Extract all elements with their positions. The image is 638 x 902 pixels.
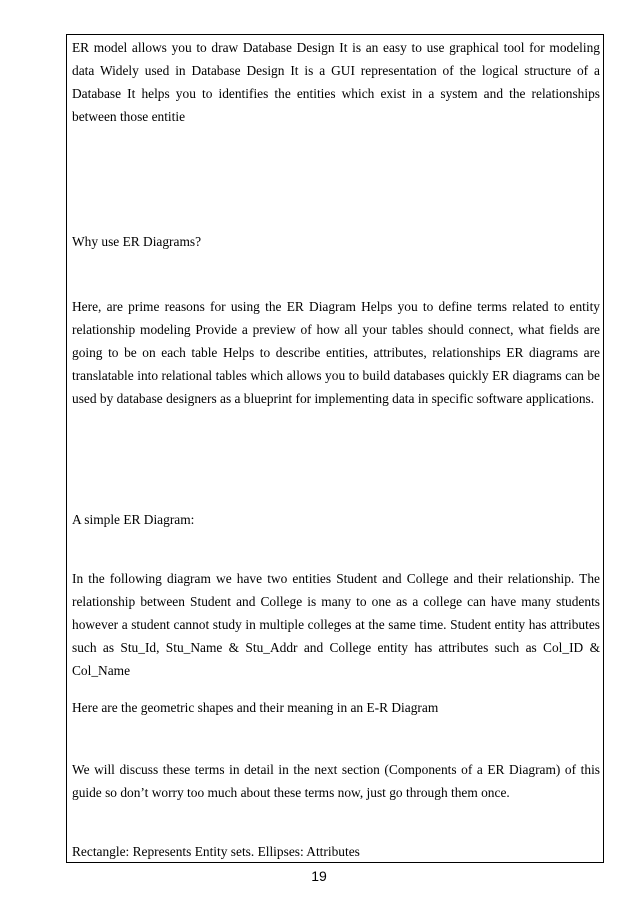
er-model-paragraph: ER model allows you to draw Database Design It is an easy to use graphical tool for modeling data Widely used in Database Design It is a GUI representation of the logical structure of a Database It helps you to identifies the entities which exist in a system and the relationships between those entitie	[72, 40, 600, 124]
shapes-intro-paragraph: Here are the geometric shapes and their meaning in an E-R Diagram	[72, 700, 439, 715]
discuss-paragraph: We will discuss these terms in detail in the next section (Components of a ER Diagram) of this guide so don’t worry too much about these terms now, just go through them once.	[72, 762, 600, 800]
simple-er-heading: A simple ER Diagram:	[72, 512, 195, 527]
shapes-meaning-line: Rectangle: Represents Entity sets. Ellipses: Attributes	[72, 844, 360, 859]
page-number: 19	[311, 868, 327, 884]
reasons-paragraph: Here, are prime reasons for using the ER Diagram Helps you to define terms related to entity relationship modeling Provide a preview of how all your tables should connect, what fields are going to be on each table Helps to describe entities, attributes, relationships ER diagrams are translatable into relational tables which allows you to build databases quickly ER diagrams can be used by database designers as a blueprint for implementing data in specific software applications.	[72, 299, 600, 406]
page-border	[66, 34, 604, 863]
why-use-heading: Why use ER Diagrams?	[72, 234, 202, 249]
example-paragraph: In the following diagram we have two entities Student and College and their relationship. The relationship between Student and College is many to one as a college can have many students however a student cannot study in multiple colleges at the same time. Student entity has attributes such as Stu_Id, Stu_Name & Stu_Addr and College entity has attributes such as Col_ID & Col_Name	[72, 571, 600, 678]
